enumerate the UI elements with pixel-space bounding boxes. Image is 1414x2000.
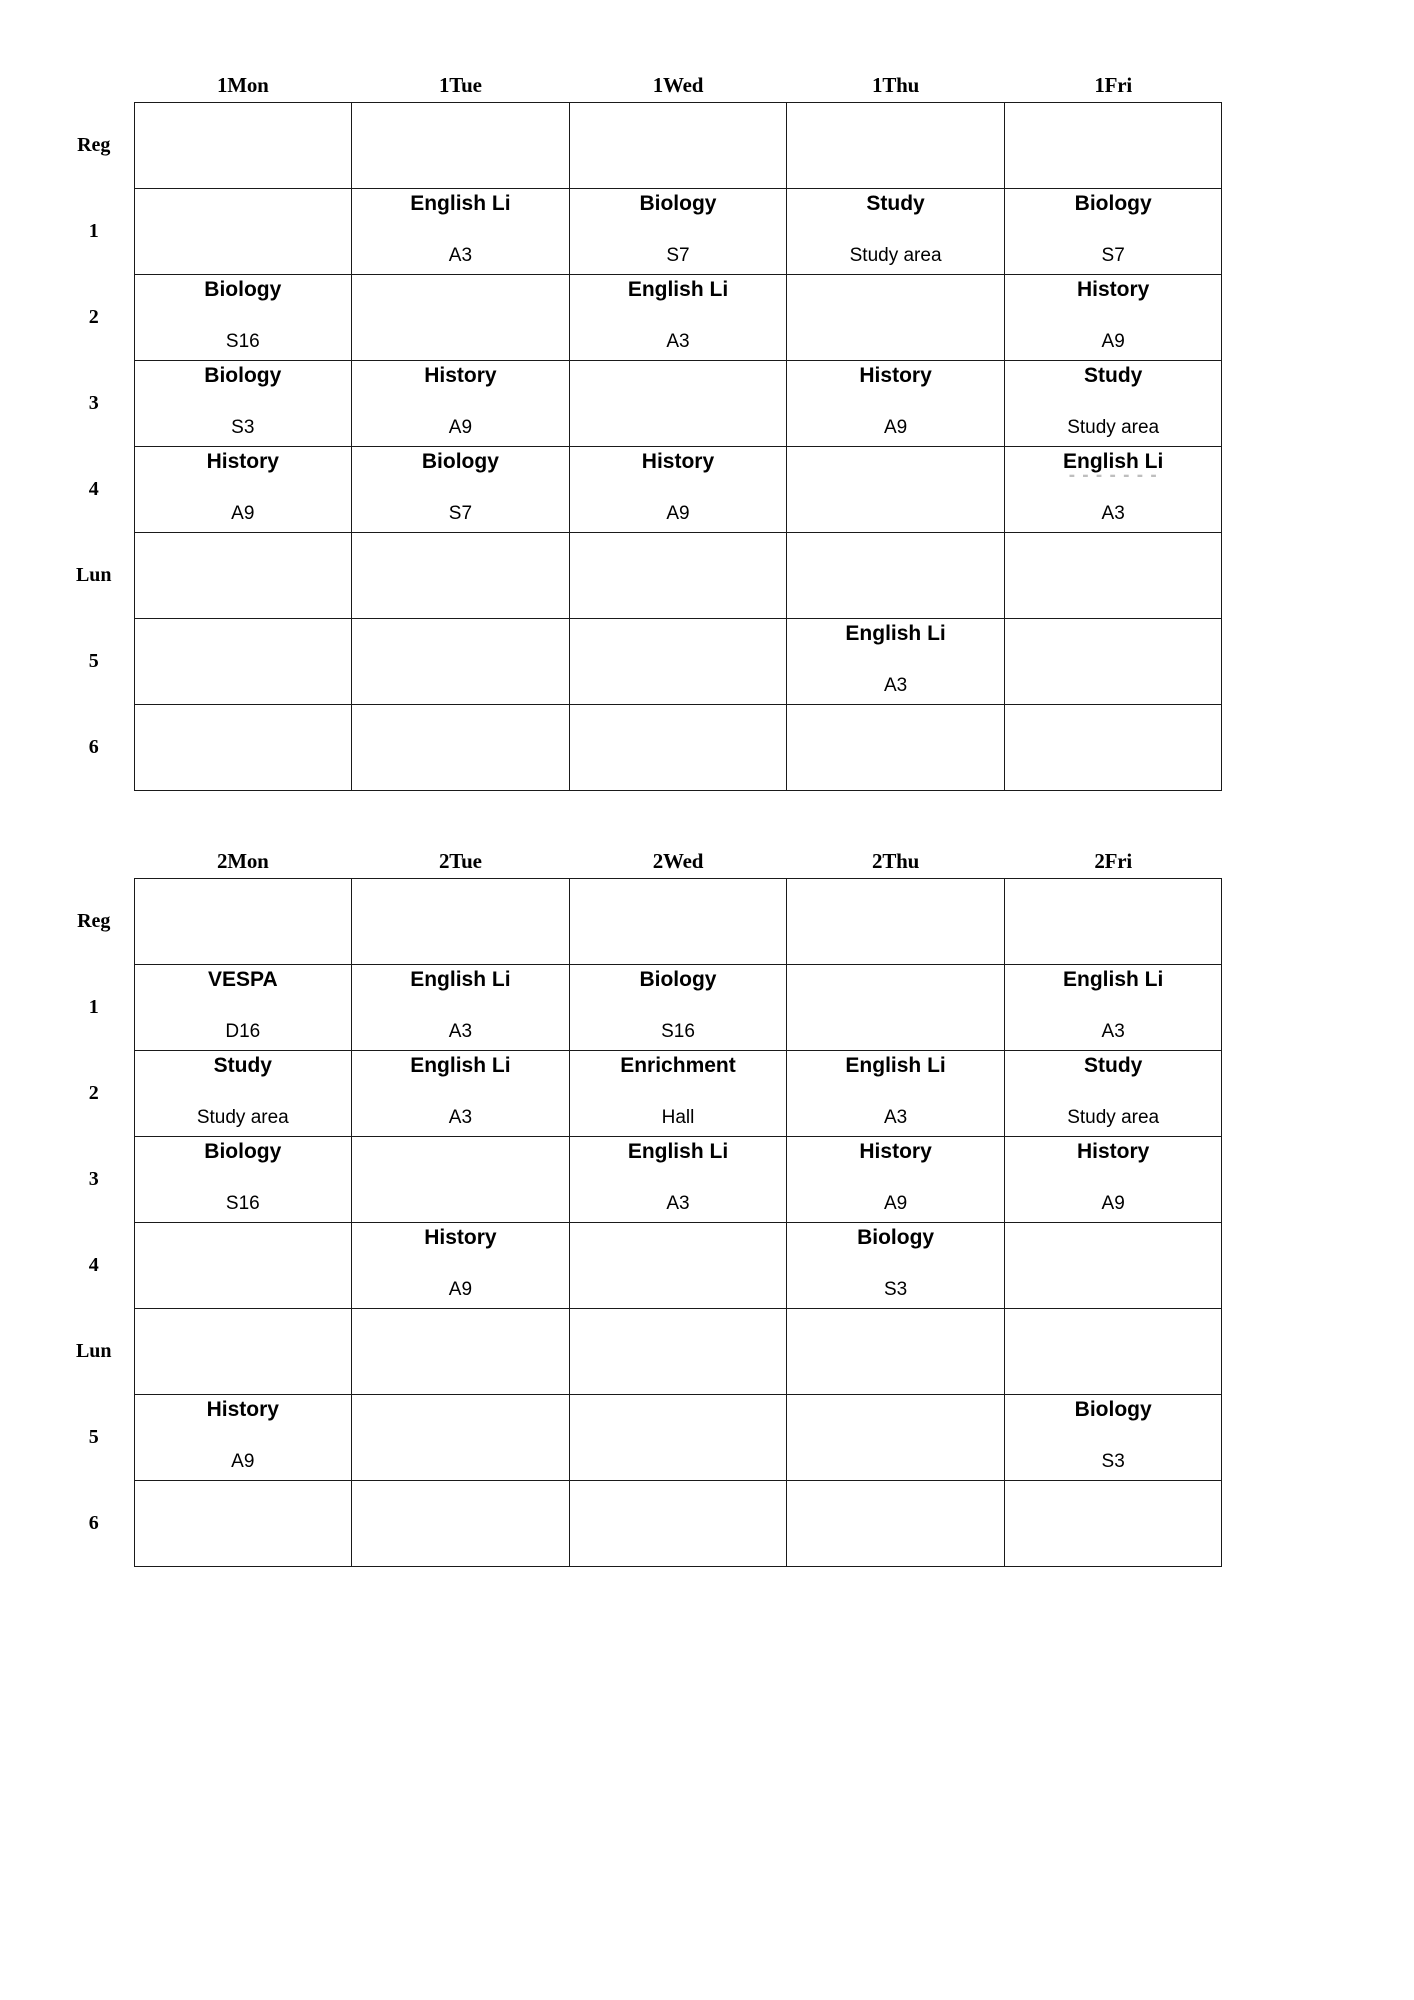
week1-day-header-fri: 1Fri [1094,73,1133,97]
timetable-cell[interactable] [787,1223,1005,1309]
cell-content [1005,1051,1222,1136]
cell-subject: Biology [204,364,282,387]
cell-content [352,361,569,446]
timetable-cell[interactable] [352,705,570,791]
cell-content [570,189,787,274]
cell-content [352,1309,569,1394]
week1-timetable [62,72,1222,791]
timetable-cell[interactable] [134,189,352,275]
timetable-cell[interactable] [352,1481,570,1567]
cell-room: A3 [883,675,908,696]
table-row [62,1223,1222,1309]
timetable-cell[interactable] [134,103,352,189]
timetable-cell[interactable] [134,1051,352,1137]
cell-content [135,1309,352,1394]
cell-subject: History [206,1398,279,1421]
timetable-cell[interactable] [1004,1223,1222,1309]
cell-room: A9 [883,1193,908,1214]
cell-content [135,1223,352,1308]
timetable-cell[interactable] [134,879,352,965]
timetable-cell[interactable] [134,447,352,533]
timetable-cell[interactable] [787,189,1005,275]
cell-subject: Study [1084,364,1143,387]
cell-subject: Study [866,192,925,215]
cell-content [352,103,569,188]
timetable-cell[interactable] [787,1481,1005,1567]
cell-room: A3 [883,1107,908,1128]
cell-subject: Biology [639,968,717,991]
table-row [62,103,1222,189]
period-label-reg: Reg [77,910,111,932]
timetable-cell[interactable] [1004,361,1222,447]
cell-content [135,879,352,964]
timetable-cell[interactable] [1004,275,1222,361]
timetable-cell[interactable] [569,103,787,189]
timetable-cell[interactable] [787,447,1005,533]
cell-content [135,361,352,446]
week1-header-row [62,72,1222,103]
week2-day-header-wed: 2Wed [652,849,704,873]
cell-content [352,1051,569,1136]
week1-timetable-block [62,72,1222,791]
table-row [62,361,1222,447]
week2-timetable-block [62,848,1222,1567]
cell-content [135,103,352,188]
cell-content [787,1481,1004,1566]
cell-subject: Biology [1074,1398,1152,1421]
cell-room: A3 [666,331,690,352]
week1-day-header-tue: 1Tue [439,73,482,97]
cell-content [570,879,787,964]
timetable-cell[interactable] [1004,1309,1222,1395]
timetable-cell[interactable] [1004,1395,1222,1481]
period-label-reg: Reg [77,134,111,156]
timetable-cell[interactable] [1004,103,1222,189]
cell-content [787,361,1004,446]
cell-content [352,1223,569,1308]
timetable-cell[interactable] [1004,1481,1222,1567]
table-row [62,1137,1222,1223]
cell-content [570,447,787,532]
timetable-cell[interactable] [352,103,570,189]
cell-subject: Biology [204,1140,282,1163]
timetable-cell[interactable] [1004,533,1222,619]
cell-content [787,619,1004,704]
timetable-cell[interactable] [134,1223,352,1309]
week1-day-header-mon: 1Mon [216,73,269,97]
week2-day-header-mon: 2Mon [216,849,269,873]
cell-content [570,1137,787,1222]
cell-content [1005,879,1222,964]
period-label-5: 5 [88,1426,99,1448]
cell-room: A9 [231,1451,255,1472]
cell-subject: Biology [1074,192,1152,215]
cell-content [352,1481,569,1566]
table-row [62,1481,1222,1567]
cell-subject: English Li [1063,450,1164,473]
timetable-cell[interactable] [134,705,352,791]
table-row [62,275,1222,361]
cell-subject: Enrichment [620,1054,736,1077]
period-label-3: 3 [88,392,99,414]
cell-content [570,619,787,704]
cell-content [570,1395,787,1480]
cell-content [787,705,1004,790]
cell-subject: English Li [410,1054,511,1077]
clipped-text-artifact [1005,474,1222,477]
week2-day-header-tue: 2Tue [439,849,482,873]
timetable-cell[interactable] [134,361,352,447]
cell-content [1005,1223,1222,1308]
cell-content [787,965,1004,1050]
timetable-cell[interactable] [352,1395,570,1481]
week1-day-header-thu: 1Thu [872,73,920,97]
cell-subject: English Li [1063,968,1164,991]
timetable-cell[interactable] [352,275,570,361]
cell-content [135,1051,352,1136]
cell-content [352,965,569,1050]
cell-room: A3 [666,1193,690,1214]
cell-room: S16 [225,331,260,352]
timetable-cell[interactable] [352,1051,570,1137]
cell-content [787,1137,1004,1222]
cell-room: A9 [666,503,690,524]
table-row [62,619,1222,705]
cell-subject: Biology [639,192,717,215]
timetable-cell[interactable] [787,361,1005,447]
cell-subject: History [424,364,497,387]
timetable-cell[interactable] [569,275,787,361]
cell-content [352,705,569,790]
cell-room: Study area [1067,417,1160,438]
cell-content [352,447,569,532]
cell-content [787,879,1004,964]
cell-content [1005,533,1222,618]
timetable-cell[interactable] [134,965,352,1051]
table-row [62,965,1222,1051]
cell-room: A9 [231,503,255,524]
timetable-cell[interactable] [352,361,570,447]
cell-content [787,447,1004,532]
cell-content [1005,1309,1222,1394]
cell-room: S3 [883,1279,908,1300]
cell-room: A9 [1101,331,1125,352]
cell-room: A3 [1101,1021,1125,1042]
timetable-cell[interactable] [134,619,352,705]
period-label-5: 5 [88,650,99,672]
cell-content [1005,361,1222,446]
timetable-cell[interactable] [787,1137,1005,1223]
cell-subject: English Li [845,1054,946,1077]
timetable-cell[interactable] [569,189,787,275]
cell-content [787,533,1004,618]
cell-content [135,1395,352,1480]
cell-content [570,705,787,790]
cell-content [1005,1137,1222,1222]
timetable-cell[interactable] [134,1309,352,1395]
cell-content [135,619,352,704]
cell-content [352,619,569,704]
timetable-cell[interactable] [787,1309,1005,1395]
week2-day-header-fri: 2Fri [1094,849,1133,873]
cell-room: S7 [666,245,690,266]
week2-timetable [62,848,1222,1567]
cell-content [787,103,1004,188]
timetable-cell[interactable] [1004,879,1222,965]
week1-corner-cell [62,72,134,103]
cell-content [352,879,569,964]
table-row [62,1309,1222,1395]
cell-room: A3 [448,245,473,266]
cell-content [135,189,352,274]
timetable-cell[interactable] [352,1137,570,1223]
cell-content [1005,705,1222,790]
table-row [62,533,1222,619]
timetable-cell[interactable] [569,447,787,533]
cell-subject: English Li [627,278,729,301]
cell-content [135,965,352,1050]
timetable-cell[interactable] [569,965,787,1051]
cell-subject: History [1076,1140,1150,1163]
period-label-lun: Lun [75,1340,112,1362]
timetable-cell[interactable] [352,1223,570,1309]
cell-room: Study area [196,1107,289,1128]
cell-subject: Study [1084,1054,1143,1077]
cell-subject: English Li [627,1140,729,1163]
timetable-cell[interactable] [787,965,1005,1051]
cell-subject: History [424,1226,497,1249]
cell-room: A3 [448,1021,473,1042]
timetable-cell[interactable] [1004,1137,1222,1223]
timetable-cell[interactable] [134,1481,352,1567]
week2-body [62,879,1222,1567]
cell-content [352,1137,569,1222]
table-row [62,1395,1222,1481]
cell-room: A9 [448,1279,473,1300]
cell-content [1005,1395,1222,1480]
cell-subject: VESPA [207,968,278,991]
table-row [62,1051,1222,1137]
cell-room: A9 [448,417,473,438]
table-row [62,447,1222,533]
week1-day-header-wed: 1Wed [652,73,704,97]
cell-room: S3 [231,417,255,438]
cell-subject: History [859,1140,932,1163]
cell-subject: Biology [421,450,499,473]
cell-subject: History [859,364,932,387]
timetable-cell[interactable] [569,879,787,965]
timetable-cell[interactable] [787,879,1005,965]
cell-content [787,1051,1004,1136]
timetable-cell[interactable] [787,619,1005,705]
week1-body [62,103,1222,791]
cell-subject: English Li [410,968,511,991]
cell-room: Hall [661,1107,695,1128]
period-label-2: 2 [88,1082,99,1104]
period-label-1: 1 [88,220,99,242]
period-label-6: 6 [88,736,99,758]
table-row [62,189,1222,275]
cell-content [135,447,352,532]
cell-content [570,361,787,446]
cell-content [352,1395,569,1480]
cell-room: S7 [448,503,473,524]
cell-subject: History [206,450,279,473]
cell-content [1005,1481,1222,1566]
cell-content [352,275,569,360]
cell-room: A9 [883,417,908,438]
timetable-cell[interactable] [1004,189,1222,275]
period-label-6: 6 [88,1512,99,1534]
cell-content [570,1481,787,1566]
timetable-cell[interactable] [1004,447,1222,533]
timetable-cell[interactable] [352,619,570,705]
cell-content [570,1309,787,1394]
timetable-cell[interactable] [1004,1051,1222,1137]
cell-content [570,275,787,360]
cell-room: D16 [225,1021,261,1042]
cell-room: S16 [661,1021,695,1042]
week2-header-row [62,848,1222,879]
timetable-cell[interactable] [787,103,1005,189]
period-label-2: 2 [88,306,99,328]
period-label-lun: Lun [75,564,112,586]
timetable-cell[interactable] [352,189,570,275]
cell-content [135,1137,352,1222]
timetable-cell[interactable] [1004,965,1222,1051]
timetable-cell[interactable] [569,705,787,791]
cell-content [570,1051,787,1136]
timetable-cell[interactable] [787,705,1005,791]
timetable-cell[interactable] [352,965,570,1051]
period-label-1: 1 [88,996,99,1018]
cell-content [1005,189,1222,274]
table-row [62,705,1222,791]
cell-content [570,965,787,1050]
cell-room: S16 [225,1193,260,1214]
timetable-cell[interactable] [569,1137,787,1223]
timetable-cell[interactable] [569,1309,787,1395]
timetable-cell[interactable] [134,533,352,619]
timetable-cell[interactable] [1004,619,1222,705]
timetable-cell[interactable] [134,1137,352,1223]
period-label-4: 4 [88,478,99,500]
timetable-cell[interactable] [134,275,352,361]
cell-room: Study area [1067,1107,1160,1128]
cell-content [787,189,1004,274]
timetable-cell[interactable] [569,1051,787,1137]
cell-room: A3 [448,1107,473,1128]
timetable-cell[interactable] [569,1395,787,1481]
cell-subject: Biology [857,1226,935,1249]
cell-subject: Biology [204,278,282,301]
cell-content [570,533,787,618]
timetable-cell[interactable] [787,1051,1005,1137]
cell-content [570,1223,787,1308]
timetable-cell[interactable] [352,1309,570,1395]
cell-subject: Study [213,1054,272,1077]
timetable-cell[interactable] [569,1481,787,1567]
cell-content [787,1223,1004,1308]
cell-content [1005,619,1222,704]
cell-room: A3 [1101,503,1125,524]
week2-day-header-thu: 2Thu [872,849,920,873]
cell-room: Study area [849,245,942,266]
timetable-cell[interactable] [134,1395,352,1481]
cell-content [1005,447,1222,532]
timetable-cell[interactable] [787,533,1005,619]
timetable-cell[interactable] [352,533,570,619]
timetable-cell[interactable] [787,1395,1005,1481]
cell-room: S7 [1101,245,1125,266]
timetable-cell[interactable] [569,1223,787,1309]
period-label-3: 3 [88,1168,99,1190]
timetable-cell[interactable] [569,533,787,619]
cell-subject: English Li [410,192,511,215]
cell-content [787,1309,1004,1394]
timetable-cell[interactable] [569,361,787,447]
timetable-cell[interactable] [352,447,570,533]
cell-content [135,275,352,360]
cell-subject: History [641,450,715,473]
timetable-cell[interactable] [569,619,787,705]
cell-content [352,189,569,274]
cell-content [570,103,787,188]
cell-content [787,275,1004,360]
cell-content [787,1395,1004,1480]
cell-room: A9 [1101,1193,1125,1214]
cell-content [135,705,352,790]
cell-content [1005,103,1222,188]
table-row [62,879,1222,965]
timetable-cell[interactable] [787,275,1005,361]
cell-room: S3 [1101,1451,1125,1472]
cell-content [135,533,352,618]
timetable-cell[interactable] [352,879,570,965]
cell-subject: English Li [845,622,946,645]
timetable-cell[interactable] [1004,705,1222,791]
cell-content [135,1481,352,1566]
cell-content [352,533,569,618]
cell-content [1005,275,1222,360]
cell-content [1005,965,1222,1050]
period-label-4: 4 [88,1254,99,1276]
week2-corner-cell [62,848,134,879]
cell-subject: History [1076,278,1150,301]
